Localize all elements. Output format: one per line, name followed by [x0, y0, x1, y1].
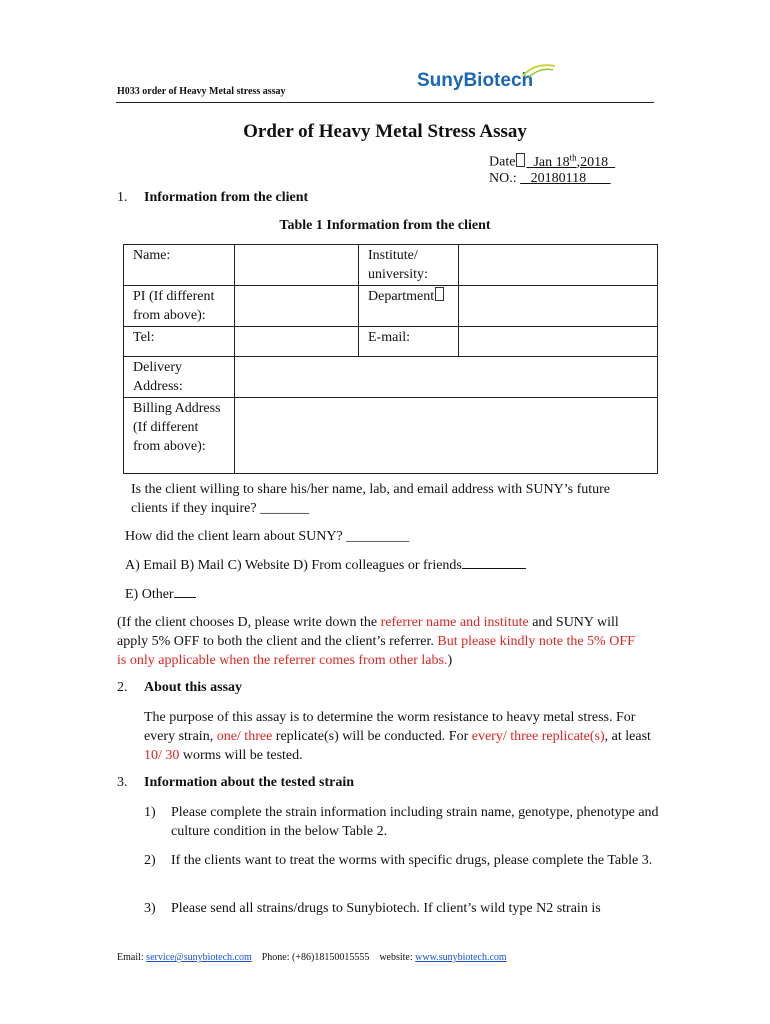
page-title: Order of Heavy Metal Stress Assay — [243, 121, 527, 142]
email-field[interactable] — [459, 327, 658, 357]
section-2-title: About this assay — [144, 680, 243, 695]
share-question: Is the client willing to share his/her name, lab, and email address with SUNY’s future clients if they inquire? _______ — [131, 482, 611, 516]
billing-address-field[interactable] — [235, 398, 658, 474]
other-blank[interactable] — [174, 585, 196, 598]
sunybiotech-logo — [417, 62, 553, 96]
colleague-blank[interactable] — [462, 556, 526, 569]
header-divider — [116, 102, 654, 103]
referral-note: (If the client chooses D, please write down the referrer name and institute and SUNY will apply 5% OFF to both the client and the client’s referrer. But please kindly note the 5% OFF is only applicable when the referrer comes from other labs.) — [117, 615, 635, 668]
department-label: Department — [368, 289, 435, 304]
logo-text: SunyBiotech — [417, 70, 534, 91]
department-field[interactable] — [459, 286, 658, 327]
section-2-number: 2. — [117, 680, 128, 695]
department-label-cell — [359, 286, 459, 327]
institute-label: Institute/ university: — [359, 245, 459, 286]
list-item-1-number: 1) — [144, 805, 156, 820]
footer-contact: Email: service@sunybiotech.com Phone: (+86)18150015555 website: www.sunybiotech.com — [117, 952, 507, 963]
number-label: NO.: — [489, 171, 517, 186]
number-line — [489, 171, 611, 187]
client-info-table — [123, 244, 658, 474]
document-code: H033 order of Heavy Metal stress assay — [117, 86, 286, 97]
assay-description: The purpose of this assay is to determine the worm resistance to heavy metal stress. For every strain, one/ three replicate(s) will be conducted. For every/ three replicate(s), at least 10/ 30 worms will be tested. — [144, 710, 651, 763]
learn-question: How did the client learn about SUNY? _________ — [125, 529, 410, 544]
institute-field[interactable] — [459, 245, 658, 286]
section-3-title: Information about the tested strain — [144, 775, 354, 790]
website-link[interactable]: www.sunybiotech.com — [415, 952, 507, 963]
name-field[interactable] — [235, 245, 359, 286]
pi-field[interactable] — [235, 286, 359, 327]
leaf-swoosh-icon — [521, 62, 557, 78]
billing-address-label: Billing Address (If different from above): — [124, 398, 235, 474]
tel-label: Tel: — [124, 327, 235, 357]
list-item-3: Please send all strains/drugs to Sunybiotech. If client’s wild type N2 strain is — [171, 901, 601, 916]
number-value: 20180118 — [530, 171, 587, 186]
email-label: E-mail: — [359, 327, 459, 357]
pi-label: PI (If different from above): — [124, 286, 235, 327]
delivery-address-field[interactable] — [235, 357, 658, 398]
email-link[interactable]: service@sunybiotech.com — [146, 952, 252, 963]
date-value: Jan 18th,2018 — [533, 152, 609, 170]
section-1-number: 1. — [117, 190, 128, 205]
missing-glyph-box — [435, 287, 444, 301]
other-option: E) Other — [125, 585, 196, 604]
source-options: A) Email B) Mail C) Website D) From colleagues or friends — [125, 556, 526, 575]
list-item-2: If the clients want to treat the worms with specific drugs, please complete the Table 3. — [171, 853, 653, 868]
phone-text: Phone: (+86)18150015555 — [261, 952, 370, 963]
missing-glyph-box — [516, 153, 525, 167]
list-item-3-number: 3) — [144, 901, 156, 916]
delivery-address-label: Delivery Address: — [124, 357, 235, 398]
list-item-1: Please complete the strain information including strain name, genotype, phenotype and culture condition in the below Table 2. — [171, 805, 659, 839]
list-item-2-number: 2) — [144, 853, 156, 868]
table-1-caption: Table 1 Information from the client — [279, 218, 491, 233]
date-line — [489, 152, 615, 171]
section-1-title: Information from the client — [144, 190, 309, 205]
date-label: Date — [489, 154, 516, 170]
tel-field[interactable] — [235, 327, 359, 357]
name-label: Name: — [124, 245, 235, 286]
section-3-number: 3. — [117, 775, 128, 790]
